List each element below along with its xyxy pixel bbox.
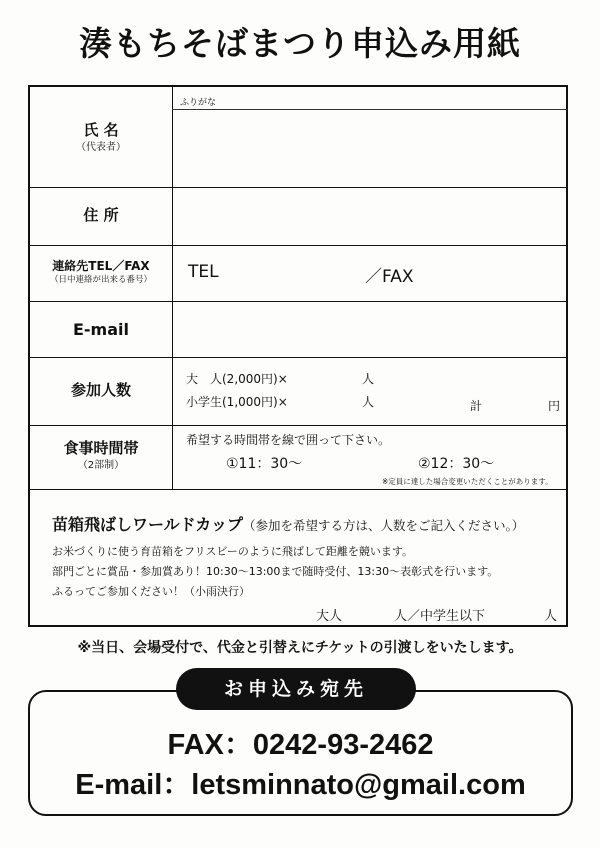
contact-label: 連絡先TEL／FAX （日中連絡が出来る番号） bbox=[30, 259, 172, 286]
furigana-field[interactable] bbox=[226, 89, 566, 108]
furigana-divider bbox=[172, 109, 568, 110]
worldcup-adult-label: 大人 bbox=[316, 609, 343, 624]
row-divider bbox=[30, 301, 568, 302]
tel-field[interactable] bbox=[230, 247, 360, 299]
worldcup-mid-label: 人／中学生以下 bbox=[394, 609, 486, 624]
adult-count-field[interactable] bbox=[314, 367, 358, 387]
email-field[interactable] bbox=[174, 303, 568, 356]
fax-field[interactable] bbox=[420, 247, 566, 299]
application-form bbox=[28, 85, 568, 627]
worldcup-child-field[interactable] bbox=[496, 602, 542, 622]
fax-number: FAX：0242-93-2462 bbox=[167, 729, 434, 761]
furigana-label: ふりがな bbox=[180, 98, 217, 108]
worldcup-description-3: ふるってご参加ください！（小雨決行） bbox=[52, 585, 250, 598]
worldcup-adult-field[interactable] bbox=[348, 602, 392, 622]
row-divider bbox=[30, 489, 568, 490]
participants-label: 参加人数 bbox=[70, 381, 131, 399]
column-divider bbox=[172, 87, 173, 489]
meal-instruction: 希望する時間帯を線で囲って下さい。 bbox=[186, 433, 391, 447]
address-field[interactable] bbox=[174, 189, 568, 244]
worldcup-instruction: （参加を希望する方は、人数をご記入ください。） bbox=[243, 518, 525, 533]
page-title: 湊もちそばまつり申込み用紙 bbox=[79, 24, 521, 63]
worldcup-description-1: お米づくりに使う育苗箱をフリスビーのように飛ばして距離を競います。 bbox=[52, 545, 414, 558]
contact-sublabel: （日中連絡が出来る番号） bbox=[49, 274, 152, 285]
meal-slot-2[interactable]: ②12：30～ bbox=[418, 456, 495, 472]
fax-label: ／FAX bbox=[365, 267, 414, 287]
email-label: E-mail bbox=[72, 320, 129, 339]
name-sublabel: （代表者） bbox=[76, 141, 126, 153]
child-price: 小学生(1,000円)× bbox=[186, 395, 288, 409]
meal-time-sublabel: （2部制） bbox=[77, 459, 125, 471]
worldcup-child-unit: 人 bbox=[544, 609, 558, 624]
destination-heading: お申込み宛先 bbox=[176, 668, 416, 710]
address-label: 住 所 bbox=[83, 206, 119, 224]
worldcup-title: 苗箱飛ばしワールドカップ（参加を希望する方は、人数をご記入ください。） bbox=[52, 515, 525, 534]
total-label: 計 bbox=[470, 399, 483, 413]
meal-note: ※定員に達した場合変更いただくことがあります。 bbox=[382, 477, 553, 486]
ticket-notice: ※当日、会場受付で、代金と引替えにチケットの引渡しをいたします。 bbox=[77, 640, 523, 656]
total-amount-field[interactable] bbox=[486, 393, 544, 413]
adult-price: 大 人(2,000円)× bbox=[186, 372, 288, 386]
meal-time-label: 食事時間帯 （2部制） bbox=[30, 439, 172, 472]
email-address: E-mail：letsminnato@gmail.com bbox=[75, 769, 526, 801]
row-divider bbox=[30, 357, 568, 358]
name-field[interactable] bbox=[174, 111, 568, 185]
meal-slot-1[interactable]: ①11：30～ bbox=[226, 456, 303, 472]
child-count-field[interactable] bbox=[314, 390, 358, 410]
row-divider bbox=[30, 187, 568, 188]
name-label: 氏 名 （代表者） bbox=[30, 121, 172, 154]
child-unit: 人 bbox=[362, 395, 375, 409]
tel-label: TEL bbox=[188, 262, 219, 282]
row-divider bbox=[30, 425, 568, 426]
row-divider bbox=[30, 245, 568, 246]
yen-label: 円 bbox=[548, 399, 561, 413]
adult-unit: 人 bbox=[362, 372, 375, 386]
worldcup-description-2: 部門ごとに賞品・参加賞あり！10:30～13:00まで随時受付、13:30～表彰式を行います。 bbox=[52, 565, 499, 578]
